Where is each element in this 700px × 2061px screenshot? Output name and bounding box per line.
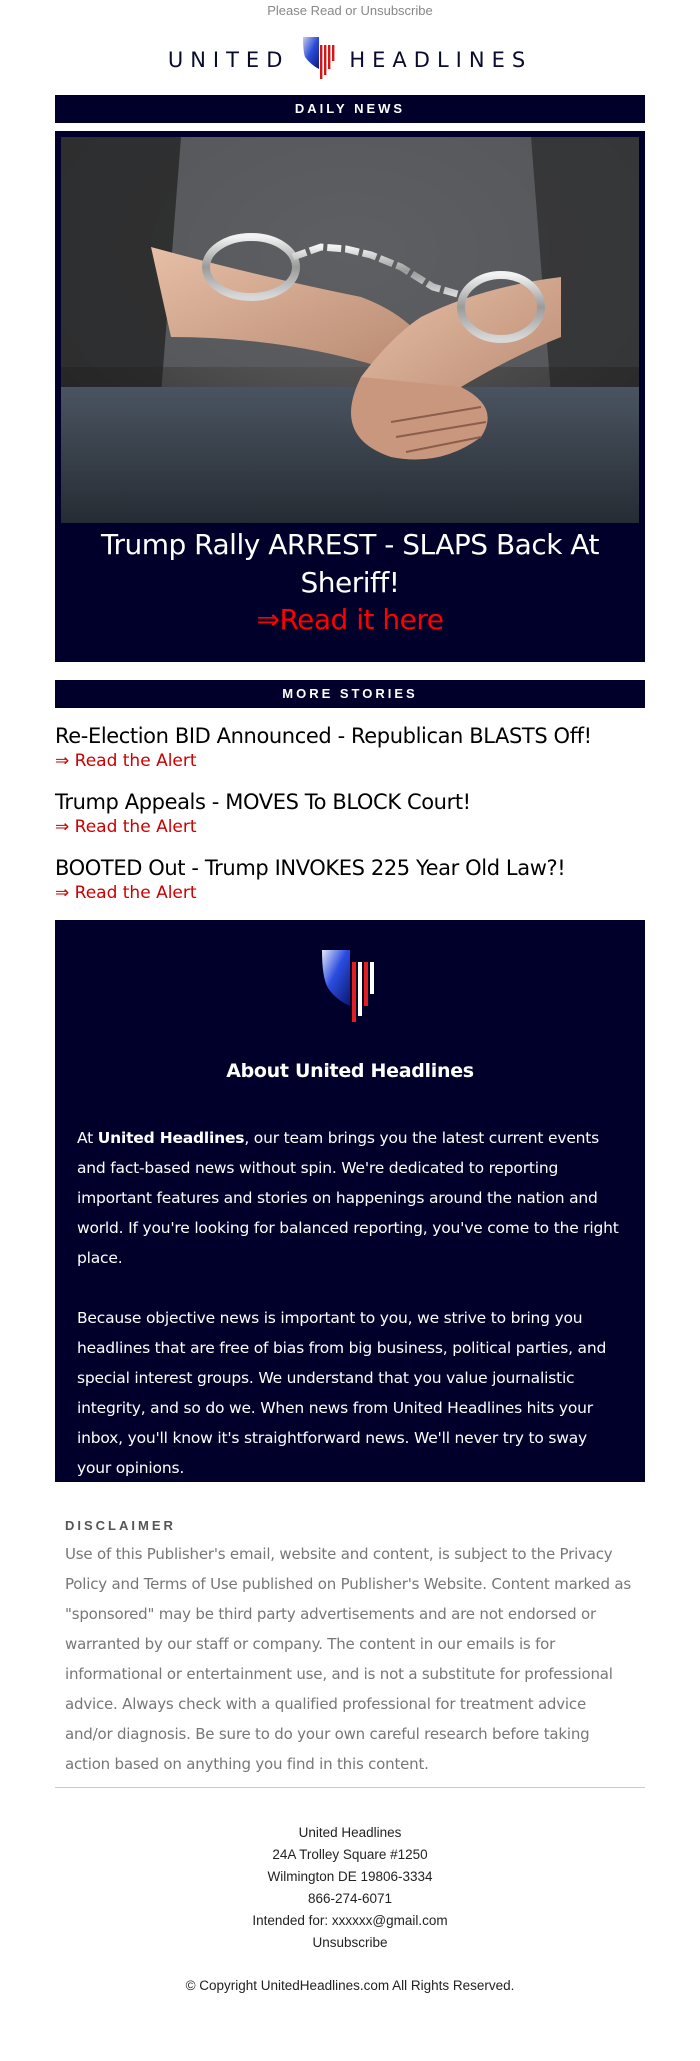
story-headline[interactable]: Re-Election BID Announced - Republican BLASTS Off! xyxy=(55,724,592,748)
read-alert-link[interactable]: ⇒ Read the Alert xyxy=(55,883,197,903)
story-headline[interactable]: Trump Appeals - MOVES To BLOCK Court! xyxy=(55,790,471,814)
footer-intended-for: Intended for: xxxxxx@gmail.com xyxy=(252,1913,448,1928)
read-alert-link[interactable]: ⇒ Read the Alert xyxy=(55,817,197,837)
about-p1-rest: , our team brings you the latest current events and fact-based news without spin. We're dedicated to reporting important features and stories on happenings around the nation and world. If you're looking for balanced reporting, you've come to the right place. xyxy=(77,1129,619,1267)
footer-company: United Headlines xyxy=(298,1825,402,1840)
about-section xyxy=(55,920,645,1482)
preheader-link[interactable]: Please Read or Unsubscribe xyxy=(267,3,433,18)
footer-address-1: 24A Trolley Square #1250 xyxy=(272,1847,428,1862)
copyright-text: © Copyright UnitedHeadlines.com All Rights Reserved. xyxy=(185,1978,515,1993)
about-paragraph-2: Because objective news is important to you, we strive to bring you headlines that are free of bias from big business, political parties, and special interest groups. We understand that you value journalistic integrity, and so do we. When news from United Headlines hits your inbox, you'll know it's straightforward news. We'll never try to sway your opinions. xyxy=(77,1309,607,1477)
story-item xyxy=(55,854,645,904)
about-body xyxy=(77,1123,623,1513)
brand-logo[interactable] xyxy=(0,25,700,95)
read-alert-link[interactable]: ⇒ Read the Alert xyxy=(55,751,197,771)
story-item xyxy=(55,722,645,772)
hero-story[interactable] xyxy=(55,131,645,662)
about-brand-name: United Headlines xyxy=(97,1129,245,1147)
footer xyxy=(0,1822,700,1954)
footer-phone: 866-274-6071 xyxy=(307,1891,393,1906)
handcuffed-hands-photo[interactable] xyxy=(61,137,639,523)
about-p1-prefix: At xyxy=(77,1129,98,1147)
footer-divider xyxy=(55,1787,645,1788)
disclaimer-heading: DISCLAIMER xyxy=(65,1518,176,1533)
hero-headline[interactable]: Trump Rally ARREST - SLAPS Back At Sheriff! xyxy=(100,528,599,599)
hero-read-link[interactable]: ⇒Read it here xyxy=(256,603,444,636)
more-stories-bar: MORE STORIES xyxy=(55,680,645,708)
shield-logo-icon xyxy=(299,35,339,85)
disclaimer-section xyxy=(65,1518,635,1779)
shield-logo-icon xyxy=(318,948,382,1028)
story-headline[interactable]: BOOTED Out - Trump INVOKES 225 Year Old Law?! xyxy=(55,856,566,880)
logo-word-united: UNITED xyxy=(167,48,290,72)
about-title: About United Headlines xyxy=(226,1060,474,1082)
daily-news-bar: DAILY NEWS xyxy=(55,95,645,123)
logo-word-headlines: HEADLINES xyxy=(349,48,533,72)
unsubscribe-link[interactable]: Unsubscribe xyxy=(312,1935,388,1950)
story-item xyxy=(55,788,645,838)
footer-address-2: Wilmington DE 19806-3334 xyxy=(267,1869,433,1884)
hero-image-illustration xyxy=(61,137,639,523)
disclaimer-text: Use of this Publisher's email, website and content, is subject to the Privacy Policy and Terms of Use published on Publisher's Website. Content marked as "sponsored" may be third party advertisements and are not endorsed or warranted by our staff or company. The content in our emails is for informational or entertainment use, and is not a substitute for professional advice. Always check with a qualified professional for treatment advice and/or diagnosis. Be sure to do your own careful research before taking action based on anything you find in this content. xyxy=(65,1545,632,1773)
story-list xyxy=(55,722,645,904)
about-paragraph-1 xyxy=(77,1123,623,1273)
